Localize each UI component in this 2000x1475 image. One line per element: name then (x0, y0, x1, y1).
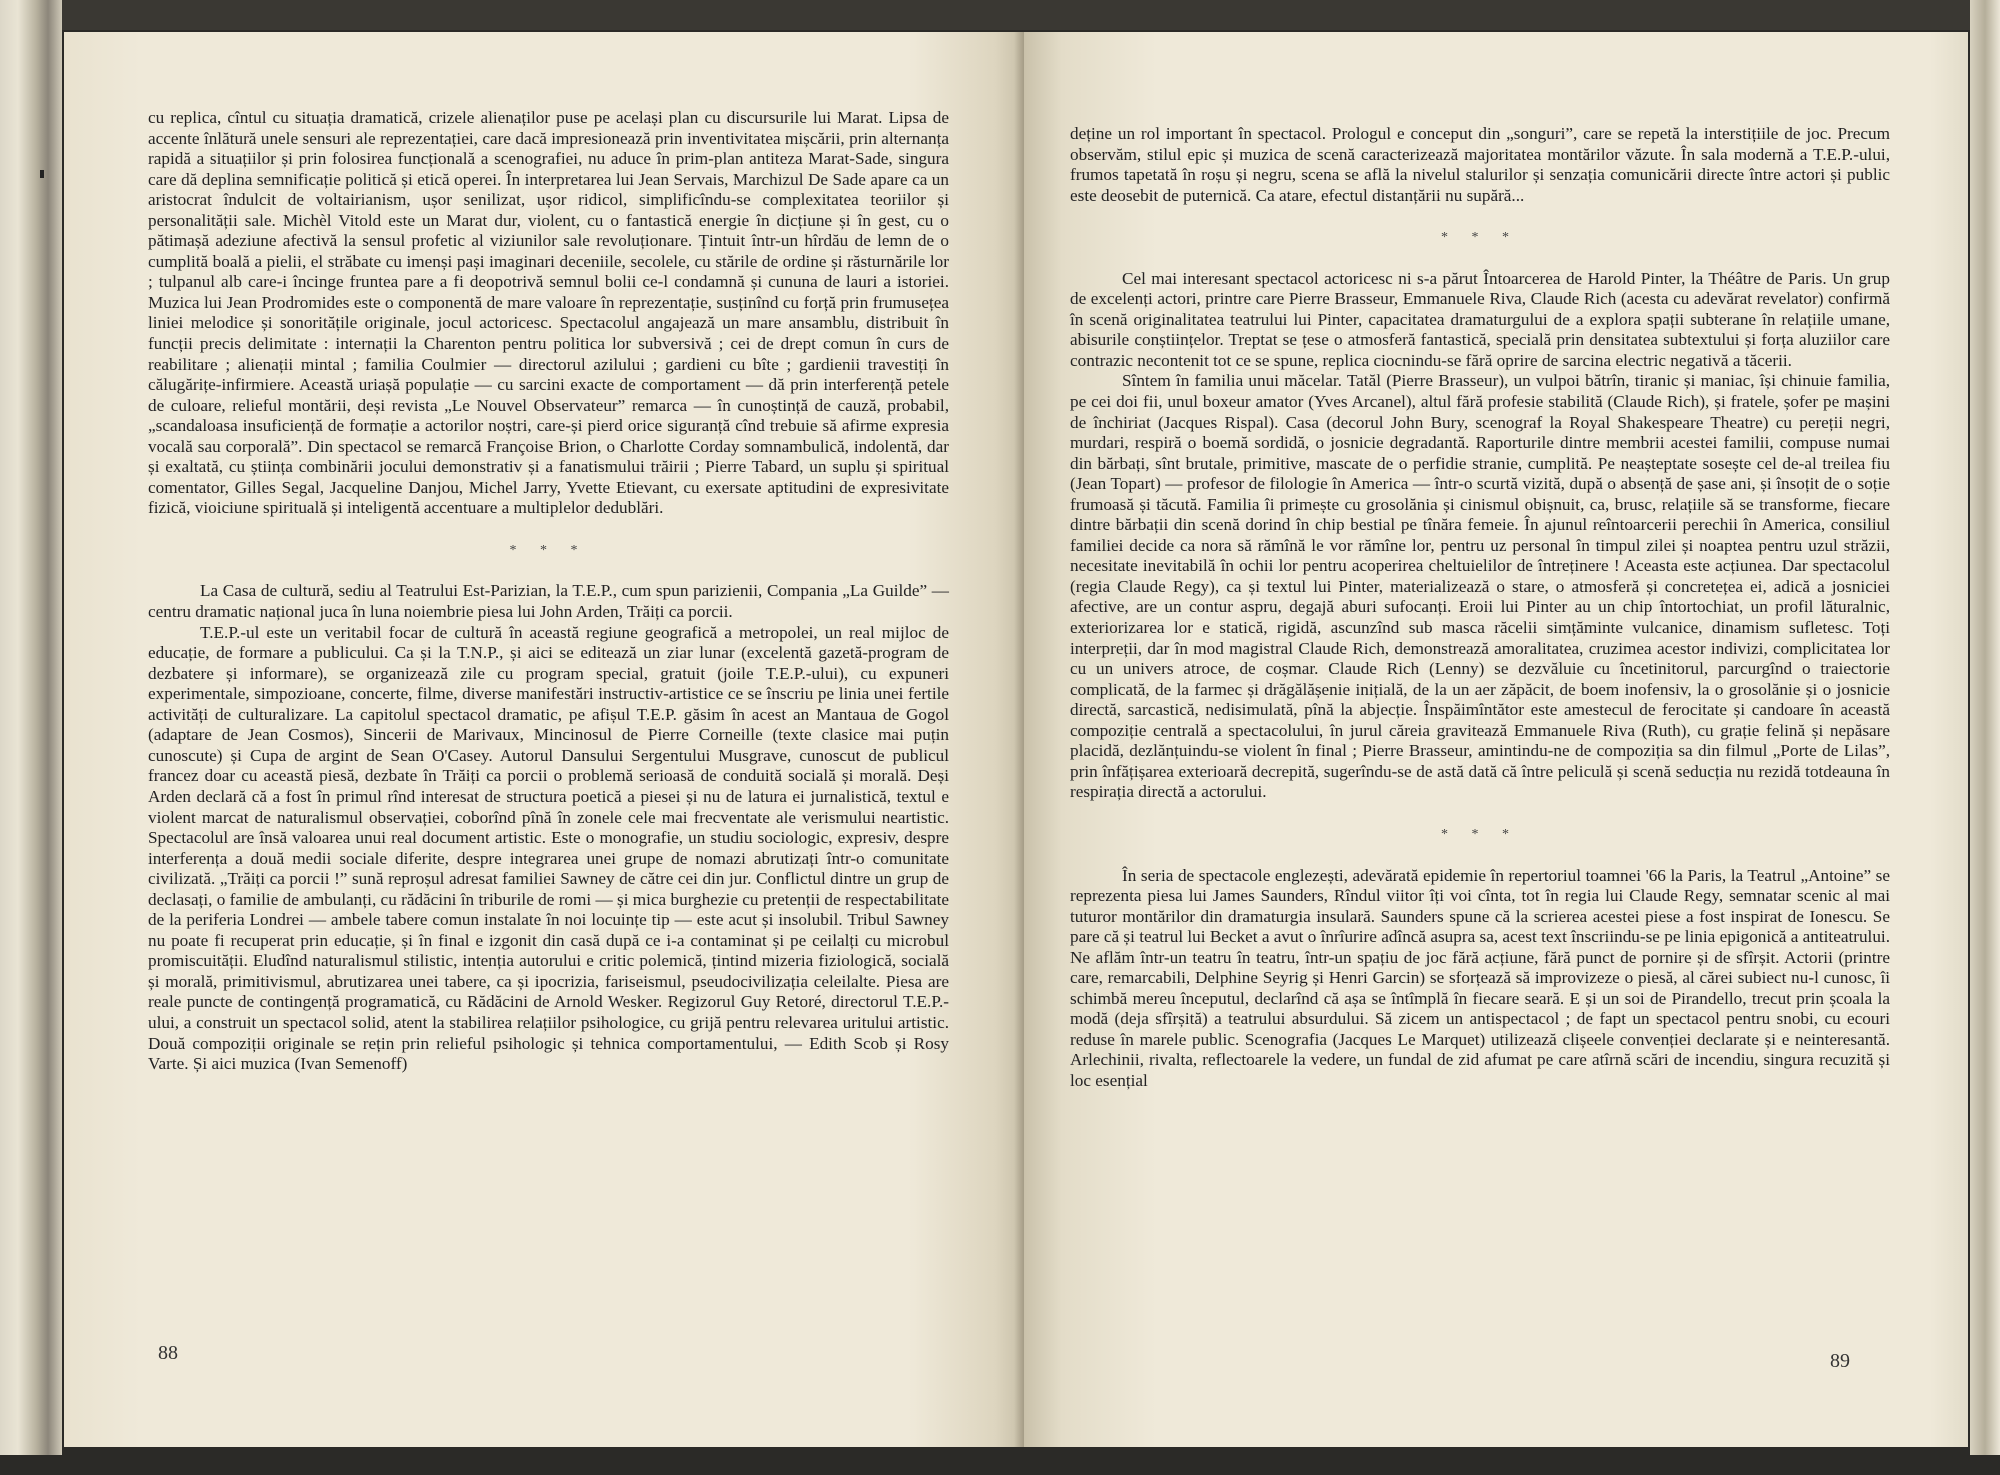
page-number: 89 (1830, 1350, 1850, 1372)
right-paragraph-1: deține un rol important în spectacol. Prologul e conceput din „songuri”, care se repetă la interstițiile de joc. Precum observăm, stilul epic și muzica de scenă caracterizează majoritatea montărilor văzute. În sala modernă a T.E.P.-ului, frumos tapetată în roșu și negru, scena se află la nivelul stalurilor și senzația comunicării directe între actori și public este deosebit de puternică. Ca atare, efectul distanțării nu supără... (1070, 124, 1890, 205)
left-paragraph-1: cu replica, cîntul cu situația dramatică, crizele alienaților puse pe același plan cu discursurile lui Marat. Lipsa de accente înlătură unele sensuri ale reprezentației, care dacă impresionează prin inventivitatea mișcării, prin alternanța rapidă a situațiilor și prin folosirea funcțională a scenografiei, nu aduce în prim-plan antiteza Marat-Sade, singura care dă deplina semnificație politică și etică operei. În interpretarea lui Jean Servais, Marchizul De Sade apare ca un aristocrat îndulcit de voltairianism, ușor senilizat, ușor ridicol, simplificîndu-se complexitatea teoriilor și personalității sale. Michèl Vitold este un Marat dur, violent, cu o fantastică energie în dicțiune și în gest, cu o pătimașă adeziune afectivă la sensul profetic al viziunilor sale revoluționare. Țintuit într-un hîrdău de lemn de o cumplită boală a pielii, el străbate cu imenși pași imaginari deceniile, secolele, cu stările de ordine și răsturnările lor ; tulpanul alb care-i încinge fruntea pare a fi deopotrivă semnul bolii ce-l condamnă și cununa de lauri a istoriei. Muzica lui Jean Prodromides este o componentă de mare valoare în reprezentație, susținînd cu forță prin frumusețea liniei melodice și sonoritățile originale, jocul actoricesc. Spectacolul angajează un mare ansamblu, distribuit în funcții precis delimitate : internații la Charenton pentru politica lor subversivă ; cei de drept comun în curs de reabilitare ; alienații mintal ; familia Coulmier — directorul azilului ; gardieni cu bîte ; gardienii travestiți în călugărițe-infirmiere. Această uriașă populație — cu sarcini exacte de comportament — dă prin interferență petele de culoare, relieful montării, deși revista „Le Nouvel Observateur” remarca — în cunoștință de cauză, probabil, „scandaloasa insuficiență de formație a actorilor noștri, care-și pierd orice siguranță cînd trebuie să afirme expresia vocală sau corporală”. Din spectacol se remarcă Françoise Brion, o Charlotte Corday somnambulică, indolentă, dar și exaltată, cu știința combinării jocului demonstrativ și a fanatismului trăirii ; Pierre Tabard, un suplu și spiritual comentator, Gilles Segal, Jacqueline Danjou, Michel Jarry, Yvette Etievant, cu exersate aptitudini de expresivitate fizică, vioiciune spirituală și inteligentă accentuare a multiplelor dedublări. (148, 108, 949, 518)
scan-background-top (0, 0, 2000, 30)
left-paragraph-3: T.E.P.-ul este un veritabil focar de cultură în această regiune geografică a metropolei, un real mijloc de educație, de formare a publicului. Ca și la T.N.P., și aici se editează un ziar lunar (excelentă gazetă-program de dezbatere și informare), se organizează zile cu program special, gratuit (joile T.E.P.-ului), cu expuneri experimentale, simpozioane, concerte, filme, diverse manifestări instructiv-artistice ce se înscriu pe linia unei fertile activități de culturalizare. La capitolul spectacol dramatic, pe afișul T.E.P. găsim în acest an Mantaua de Gogol (adaptare de Jean Cosmos), Sincerii de Marivaux, Mincinosul de Pierre Corneille (texte clasice mai puțin cunoscute) și Cupa de argint de Sean O'Casey. Autorul Dansului Sergentului Musgrave, cunoscut de publicul francez doar cu această piesă, dezbate în Trăiți ca porcii o problemă serioasă de conduită socială și morală. Deși Arden declară că a fost în primul rînd interesat de structura poetică a piesei și nu de latura ei jurnalistică, textul e violent marcat de naturalismul observației, coborînd pînă în zonele cele mai frecventate ale verismului neartistic. Spectacolul are însă valoarea unui real document artistic. Este o monografie, un studiu sociologic, expresiv, despre interferența a două medii sociale diferite, despre integrarea unei grupe de nomazi abrutizați într-o comunitate civilizată. „Trăiți ca porcii !” sună reproșul adresat familiei Sawney de către cei din jur. Conflictul dintre un grup de declasați, o familie de ambulanți, cu rădăcini în triburile de romi — și mica burghezie cu pretenții de respectabilitate de la periferia Londrei — ambele tabere comun instalate în noi locuințe tip — este acut și insolubil. Tribul Sawney nu poate fi recuperat prin educație, și în final e izgonit din casă după ce i-a contaminat și pe ceilalți cu microbul promiscuității. Eludînd naturalismul stilistic, intenția autorului e critic polemică, țintind mizeria fiziologică, socială și morală, primitivismul, abrutizarea unei tabere, ca și ipocrizia, fariseismul, pseudocivilizația celeilalte. Piesa are reale puncte de contingență programatică, cu Rădăcini de Arnold Wesker. Regizorul Guy Retoré, directorul T.E.P.-ului, a construit un spectacol solid, atent la stabilirea relațiilor psihologice, cu grijă pentru relevarea uritului artistic. Două compoziții originale se rețin prin relieful psihologic și tehnica comportamentului, — Edith Scob și Rosy Varte. Și aici muzica (Ivan Semenoff) (148, 622, 949, 1074)
margin-mark (40, 170, 44, 178)
right-paragraph-2: Cel mai interesant spectacol actoricesc ni s-a părut Întoarcerea de Harold Pinter, la Théâtre de Paris. Un grup de excelenți actori, printre care Pierre Brasseur, Emmanuele Riva, Claude Rich (acesta cu adevărat revelator) confirmă în scenă originalitatea teatrului lui Pinter, capacitatea dramaturgului de a explora spații subterane în relațiile umane, abisurile conștiințelor. Treptat se țese o atmosferă fantastică, specială prin densitatea subtextului și forța aluziilor care contrazic necontenit tot ce se spune, replica ciocnindu-se fără oprire de sarcina electric negativă a tăcerii. (1070, 268, 1890, 370)
book-fore-edge (1970, 0, 2000, 1475)
left-page-text (148, 108, 949, 1075)
right-paragraph-4: În seria de spectacole englezești, adevărată epidemie în repertoriul toamnei '66 la Paris, la Teatrul „Antoine” se reprezenta piesa lui James Saunders, Rîndul viitor îți voi cînta, tot în regia lui Claude Regy, semnatar scenic al mai tuturor montărilor din dramaturgia insulară. Saunders spune că la scrierea acestei piese a fost inspirat de Ionescu. Se pare că și teatrul lui Becket a avut o înrîurire adîncă asupra sa, acest text înscriindu-se pe linia epigonică a antiteatrului. Ne aflăm într-un teatru în teatru, într-un spațiu de joc fără acțiune, fără punct de pornire și de sfîrșit. Actorii (printre care, remarcabili, Delphine Seyrig și Henri Garcin) se sforțează să improvizeze o piesă, al cărei subiect nu-l cunosc, îi schimbă mereu începutul, declarînd că așa se întîmplă în fiecare seară. E și un soi de Pirandello, trecut prin școala la modă (deja sfîrșită) a teatrului absurdului. Să zicem un antispectacol ; de fapt un spectacol pentru snobi, cu ecouri reduse în marele public. Scenografia (Jacques Le Marquet) utilizează clișeele convenției declarate și e neinteresantă. Arlechinii, rivalta, reflectoarele la vedere, un fundal de zid afumat pe care atîrnă scări de incendiu, singura recuzită și loc esențial (1070, 865, 1890, 1090)
left-page (64, 32, 1024, 1447)
book-spine-edge (0, 0, 62, 1475)
section-separator: * * * (509, 542, 588, 558)
left-paragraph-2: La Casa de cultură, sediu al Teatrului Est-Parizian, la T.E.P., cum spun parizienii, Compania „La Guilde” — centru dramatic național juca în luna noiembrie piesa lui John Arden, Trăiți ca porcii. (148, 581, 949, 622)
page-number: 88 (158, 1342, 178, 1364)
right-page-text (1070, 124, 1890, 1092)
right-paragraph-3: Sîntem în familia unui măcelar. Tatăl (Pierre Brasseur), un vulpoi bătrîn, tiranic și maniac, își chinuie familia, pe cei doi fii, unul boxeur amator (Yves Arcanel), altul fără profesie stabilită (Claude Rich), și fratele, șofer pe mașini de închiriat (Jacques Rispal). Casa (decorul John Bury, scenograf la Royal Shakespeare Theatre) cu pereții negri, murdari, respiră o boemă sordidă, o josnicie degradantă. Raporturile dintre membrii acestei familii, compuse numai din bărbați, sînt brutale, primitive, mascate de o perfidie stranie, cumplită. Pe neașteptate sosește cel de-al treilea fiu (Jean Topart) — profesor de filologie în America — într-o scurtă vizită, după o absență de șase ani, și însoțit de o soție frumoasă și tăcută. Familia îi primește cu grosolănia și cinismul obișnuit, ca, brusc, relațiile să se transforme, fiecare dintre bărbații din scenă dorind în chip bestial pe tînăra femeie. În ajunul reîntoarcerii perechii în America, consiliul familiei decide ca nora să rămînă le vor rămîne lor, pentru uz personal în timpul zilei și noaptea pentru uzul străzii, necesitate inevitabilă în ochii lor pentru acoperirea cheltuielilor de întreținere ! Aceasta este acțiunea. Dar spectacolul (regia Claude Regy), ca și textul lui Pinter, materializează o stare, o atmosferă și concretețea ei, adică a josniciei afective, are un contur aspru, degajă aburi sufocanți. Eroii lui Pinter au un chip întortochiat, un profil lăturalnic, exteriorizarea lor e statică, rigidă, ascunzînd sub masca răcelii simțăminte vulcanice, dinamism sufletesc. Toți interpreții, dar în mod magistral Claude Rich, demonstrează amoralitatea, cruzimea acestor indivizi, complicitatea lor cu un univers atroce, de coșmar. Claude Rich (Lenny) se dezvăluie cu încetinitorul, parcurgînd o traiectorie complicată, de la farmec și drăgălășenie inițială, de la un aer zăpăcit, de boem inofensiv, la o grosolănie și o josnicie directă, sarcastică, nedisimulată, pînă la abjecție. Înspăimîntător este amestecul de ferocitate și candoare în această compoziție centrală a spectacolului, în jurul căreia gravitează Emmanuele Riva (Ruth), cu grație felină și nepăsare placidă, dezlănțuindu-se violent în final ; Pierre Brasseur, amintindu-ne de compoziția sa din filmul „Porte de Lilas”, prin înfățișarea exterioară decrepită, sugerîndu-se de astă dată că între peliculă și scenă seducția nu rezidă totdeauna în respirația directă a actorului. (1070, 371, 1890, 802)
section-separator: * * * (1441, 826, 1519, 842)
section-separator: * * * (1441, 230, 1519, 246)
scan-background-bottom (0, 1455, 2000, 1475)
right-page (1024, 32, 1968, 1447)
